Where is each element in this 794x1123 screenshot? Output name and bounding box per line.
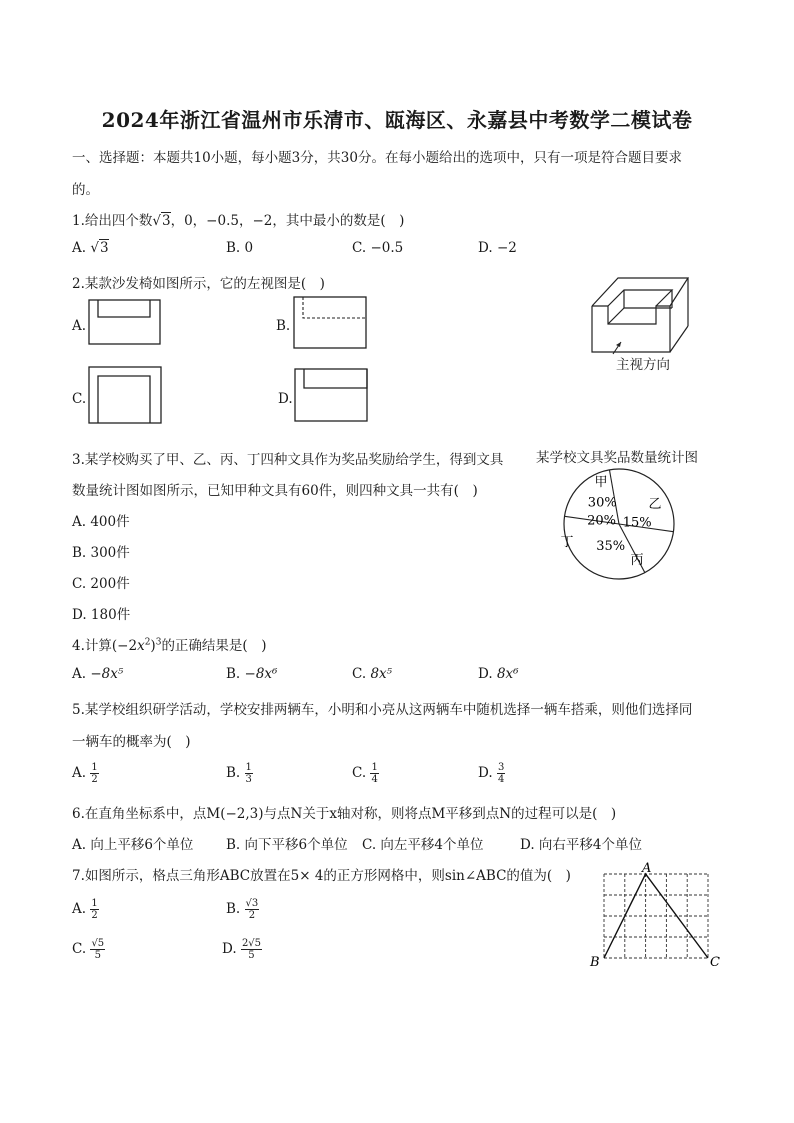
pie-slice-jia-category: 甲: [594, 475, 608, 490]
pie-chart: [562, 466, 682, 582]
grid-triangle-figure: [586, 860, 722, 972]
pie-slice-bing-category: 丙: [630, 553, 644, 568]
q1-stem-b: ，0，−0.5，−2，其中最小的数是( ): [170, 213, 405, 229]
q2-option-a-figure[interactable]: [88, 299, 162, 347]
pie-slice-yi-label: 15%: [622, 515, 652, 531]
q3-option-b[interactable]: B. 300件: [72, 545, 130, 561]
question-1-stem: [72, 209, 404, 229]
q5-option-a[interactable]: A. $\frac{1}{2}$: [72, 762, 98, 785]
question-5-line1: 5.某学校组织研学活动，学校安排两辆车，小明和小亮从这两辆车中随机选择一辆车搭乘，则他们选择同: [72, 702, 693, 718]
pie-slice-ding-category: 丁: [560, 535, 574, 550]
q4-option-d[interactable]: D. 8x⁶: [478, 666, 519, 682]
q2-option-d-figure[interactable]: [294, 368, 370, 424]
q1-option-a[interactable]: A. √3: [72, 240, 109, 256]
pie-slice-ding-label: 20%: [587, 513, 617, 529]
question-4-stem: [72, 634, 266, 654]
q4-option-b[interactable]: B. −8x⁶: [226, 666, 278, 682]
sqrt3: √3: [152, 213, 171, 229]
q1-option-c[interactable]: C. −0.5: [352, 240, 404, 256]
pie-slice-bing-label: 35%: [596, 539, 626, 555]
q1-option-b[interactable]: B. 0: [226, 240, 254, 256]
pie-slice-jia-label: 30%: [587, 495, 617, 511]
q1-option-d[interactable]: D. −2: [478, 240, 517, 256]
q1-stem-a: 1.给出四个数: [72, 213, 153, 229]
q2-option-b-figure[interactable]: [293, 296, 369, 351]
q7-option-a[interactable]: A. $\frac{1}{2}$: [72, 898, 98, 921]
chart-title: 某学校文具奖品数量统计图: [536, 450, 698, 466]
q4-expression: $(-2x^2)^3$: [111, 637, 162, 654]
question-7-stem: 7.如图所示，格点三角形ABC放置在5× 4的正方形网格中，则sin∠ABC的值为( ): [72, 868, 571, 884]
vertex-a-label: A: [642, 861, 652, 876]
question-3-line1: 3.某学校购买了甲、乙、丙、丁四种文具作为奖品奖励给学生，得到文具: [72, 452, 504, 468]
vertex-c-label: C: [710, 955, 720, 970]
q2-option-d-label[interactable]: D.: [278, 391, 293, 407]
q4-option-c[interactable]: C. 8x⁵: [352, 666, 393, 682]
q7-option-d[interactable]: D. $\frac{2√5}{5}$: [222, 938, 262, 961]
page-title: 2024年浙江省温州市乐清市、瓯海区、永嘉县中考数学二模试卷: [101, 108, 693, 132]
q6-option-d[interactable]: D. 向右平移4个单位: [520, 837, 643, 853]
section-instructions: 一、选择题：本题共10小题，每小题3分，共30分。在每小题给出的选项中，只有一项是符合题目要求: [72, 150, 682, 166]
q2-option-b-label[interactable]: B.: [276, 318, 291, 334]
section-instructions-cont: 的。: [72, 182, 99, 198]
q3-option-c[interactable]: C. 200件: [72, 576, 130, 592]
question-5-line2: 一辆车的概率为( ): [72, 734, 191, 750]
question-3-line2: 数量统计图如图所示，已知甲种文具有60件，则四种文具一共有( ): [72, 483, 478, 499]
q6-option-b[interactable]: B. 向下平移6个单位: [226, 837, 348, 853]
pie-slice-yi-category: 乙: [648, 497, 662, 512]
q7-option-b[interactable]: B. $\frac{√3}{2}$: [226, 898, 259, 921]
q5-option-b[interactable]: B. $\frac{1}{3}$: [226, 762, 252, 785]
question-6-stem: 6.在直角坐标系中，点M(−2,3)与点N关于x轴对称，则将点M平移到点N的过程可以是( ): [72, 806, 617, 822]
q2-option-a-label[interactable]: A.: [72, 318, 87, 334]
q7-option-c[interactable]: C. $\frac{√5}{5}$: [72, 938, 105, 961]
q4-option-a[interactable]: A. −8x⁵: [72, 666, 124, 682]
q3-option-a[interactable]: A. 400件: [72, 514, 130, 530]
question-2-stem: 2.某款沙发椅如图所示，它的左视图是( ): [72, 276, 325, 292]
q5-option-d[interactable]: D. $\frac{3}{4}$: [478, 762, 505, 785]
q2-option-c-figure[interactable]: [88, 366, 164, 426]
q6-option-c[interactable]: C. 向左平移4个单位: [362, 837, 484, 853]
q3-option-d[interactable]: D. 180件: [72, 607, 131, 623]
q2-option-c-label[interactable]: C.: [72, 391, 87, 407]
sofa-direction-label: 主视方向: [616, 357, 670, 373]
q6-option-a[interactable]: A. 向上平移6个单位: [72, 837, 194, 853]
q4-stem-b: 的正确结果是( ): [161, 638, 267, 654]
vertex-b-label: B: [590, 955, 600, 970]
q5-option-c[interactable]: C. $\frac{1}{4}$: [352, 762, 378, 785]
q4-stem-a: 4.计算: [72, 638, 112, 654]
